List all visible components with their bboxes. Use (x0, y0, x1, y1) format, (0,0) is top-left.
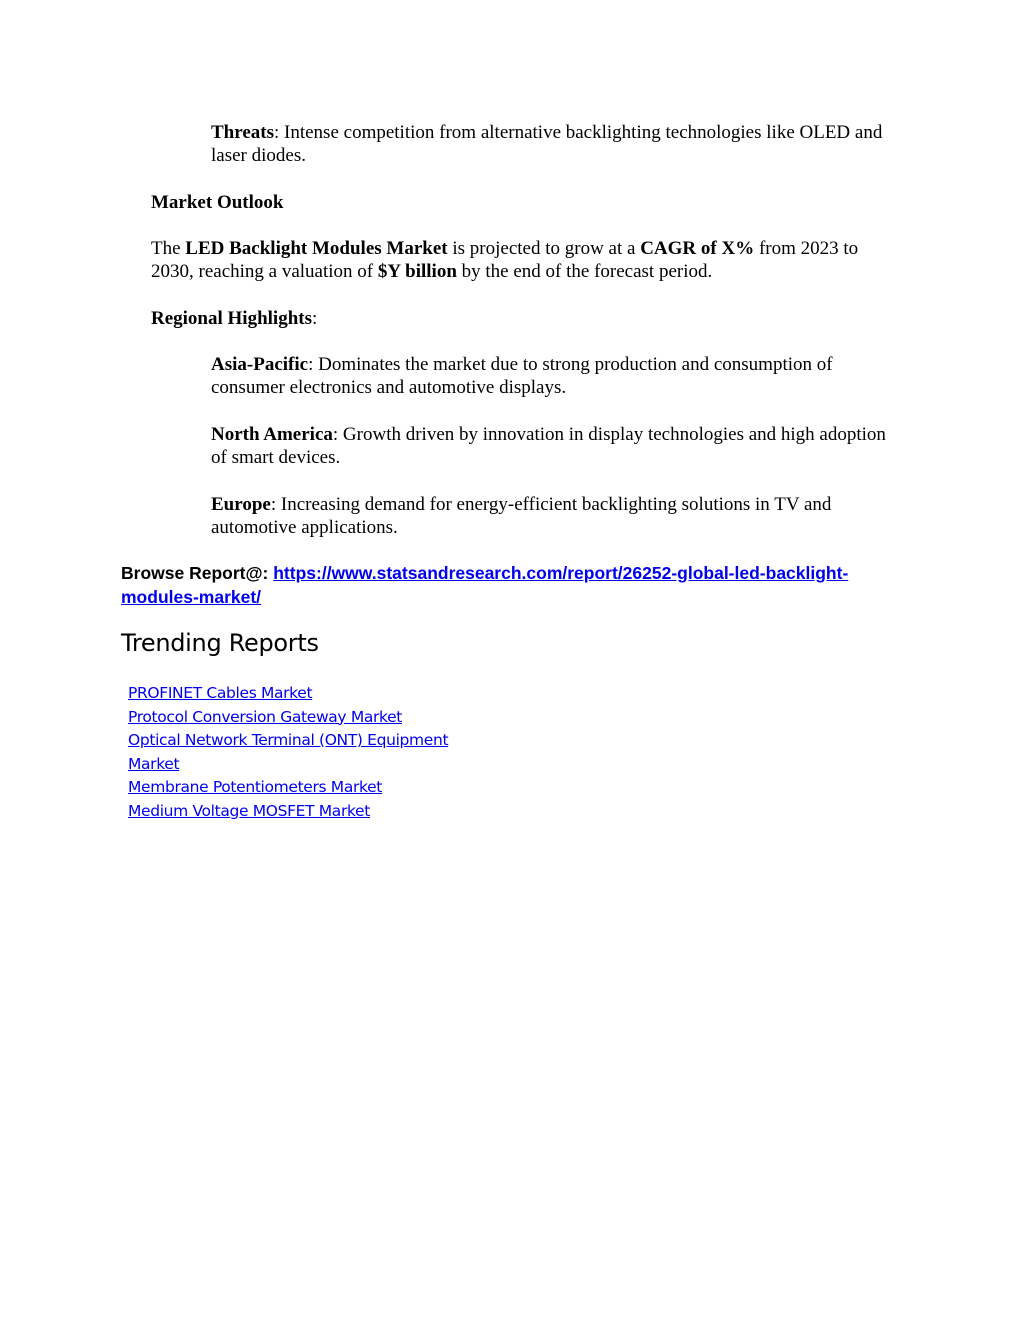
list-item (128, 729, 468, 776)
region-north-america (211, 423, 891, 469)
trending-reports-heading: Trending Reports (121, 629, 319, 657)
trending-link-ont-equipment[interactable]: Optical Network Terminal (ONT) Equipment Market (128, 731, 449, 773)
trending-link-medium-voltage-mosfet[interactable]: Medium Voltage MOSFET Market (128, 801, 370, 820)
regional-heading-text: Regional Highlights (151, 308, 312, 329)
threats-term: Threats (211, 122, 274, 143)
region-europe (211, 493, 891, 539)
trending-link-profinet-cables[interactable]: PROFINET Cables Market (128, 684, 313, 702)
threats-text: : Intense competition from alternative backlighting technologies like OLED and laser diodes. (211, 122, 883, 166)
browse-report-label: Browse Report@: (121, 563, 274, 583)
outlook-text-3: from 2023 to 2030, reaching a valuation of (151, 238, 859, 282)
regional-heading-colon: : (312, 308, 318, 329)
outlook-valuation: $Y billion (377, 261, 457, 282)
trending-reports-list (128, 682, 468, 823)
region-asia-pacific (211, 353, 891, 399)
trending-link-membrane-potentiometers[interactable]: Membrane Potentiometers Market (128, 778, 382, 796)
outlook-market-name: LED Backlight Modules Market (185, 238, 448, 259)
region-text: : Increasing demand for energy-efficient backlighting solutions in TV and automotive applications. (211, 494, 832, 538)
region-term: North America (211, 424, 333, 445)
regional-highlights-heading (151, 307, 317, 330)
browse-report (121, 561, 911, 609)
outlook-text-1: The (151, 238, 186, 259)
region-term: Asia-Pacific (211, 354, 309, 375)
market-outlook-heading: Market Outlook (151, 192, 284, 213)
threats-paragraph (211, 121, 901, 167)
list-item (128, 800, 468, 824)
list-item (128, 776, 468, 800)
outlook-cagr: CAGR of X% (640, 238, 755, 259)
region-term: Europe (211, 494, 271, 515)
outlook-text-4: by the end of the forecast period. (456, 261, 713, 282)
market-outlook-paragraph (151, 237, 903, 283)
region-text: : Growth driven by innovation in display technologies and high adoption of smart devices. (211, 424, 886, 468)
list-item (128, 682, 468, 706)
region-text: : Dominates the market due to strong production and consumption of consumer electronics and automotive displays. (211, 354, 833, 398)
browse-report-link[interactable]: https://www.statsandresearch.com/report/26252-global-led-backlight-modules-market/ (121, 563, 849, 607)
trending-link-protocol-conversion-gateway[interactable]: Protocol Conversion Gateway Market (128, 707, 402, 726)
list-item (128, 706, 468, 730)
outlook-text-2: is projected to grow at a (447, 238, 641, 259)
